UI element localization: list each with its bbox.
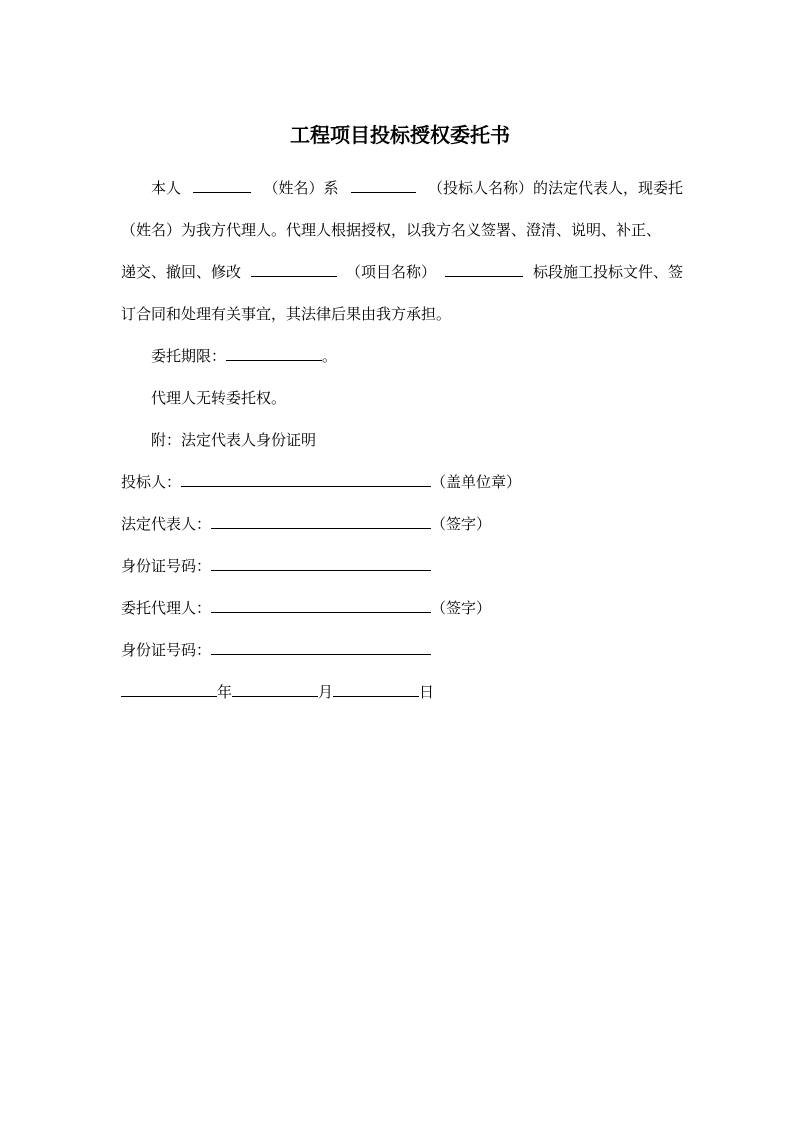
agent-blank[interactable] (211, 597, 431, 613)
text-segment: （姓名）系 (263, 179, 339, 197)
name-blank[interactable] (193, 177, 251, 193)
paragraph-line-3 (121, 261, 683, 283)
paragraph-line-1 (151, 177, 683, 199)
month-label: 月 (318, 683, 334, 701)
term-end: 。 (322, 347, 338, 365)
legal-rep-line (121, 513, 491, 535)
text-segment: 本人 (151, 179, 182, 197)
paragraph-line-4: 订合同和处理有关事宜，其法律后果由我方承担。 (121, 305, 452, 323)
text-segment: 标段施工投标文件、签 (532, 263, 683, 281)
agent-label: 委托代理人： (121, 599, 212, 617)
year-label: 年 (217, 683, 233, 701)
text-segment: （投标人名称）的法定代表人，现委托 (427, 179, 683, 197)
term-label: 委托期限： (151, 347, 227, 365)
section-blank[interactable] (445, 261, 523, 277)
id-number-line-1 (121, 555, 431, 577)
date-line (121, 681, 434, 703)
id-number-blank[interactable] (211, 639, 431, 655)
term-blank[interactable] (226, 345, 322, 361)
id-label: 身份证号码： (121, 557, 212, 575)
legal-rep-note: （签字） (431, 515, 492, 533)
attachment-line: 附：法定代表人身份证明 (151, 431, 317, 449)
agent-line (121, 597, 491, 619)
agent-note: （签字） (431, 599, 492, 617)
paragraph-line-2: （姓名）为我方代理人。代理人根据授权，以我方名义签署、澄清、说明、补正、 (121, 221, 662, 239)
term-line (151, 345, 337, 367)
bidder-note: （盖单位章） (431, 473, 522, 491)
bidder-label: 投标人： (121, 473, 182, 491)
project-name-blank[interactable] (251, 261, 337, 277)
day-blank[interactable] (333, 681, 419, 697)
month-blank[interactable] (232, 681, 318, 697)
text-segment: （项目名称） (345, 263, 436, 281)
bidder-blank[interactable] (181, 471, 431, 487)
no-transfer-line: 代理人无转委托权。 (151, 389, 287, 407)
id-number-blank[interactable] (211, 555, 431, 571)
id-number-line-2 (121, 639, 431, 661)
text-segment: 递交、撤回、修改 (121, 263, 242, 281)
day-label: 日 (419, 683, 435, 701)
bidder-name-blank[interactable] (351, 177, 416, 193)
legal-rep-label: 法定代表人： (121, 515, 212, 533)
legal-rep-blank[interactable] (211, 513, 431, 529)
year-blank[interactable] (121, 681, 217, 697)
id-label: 身份证号码： (121, 641, 212, 659)
bidder-line (121, 471, 521, 493)
document-title: 工程项目投标授权委托书 (290, 123, 510, 147)
